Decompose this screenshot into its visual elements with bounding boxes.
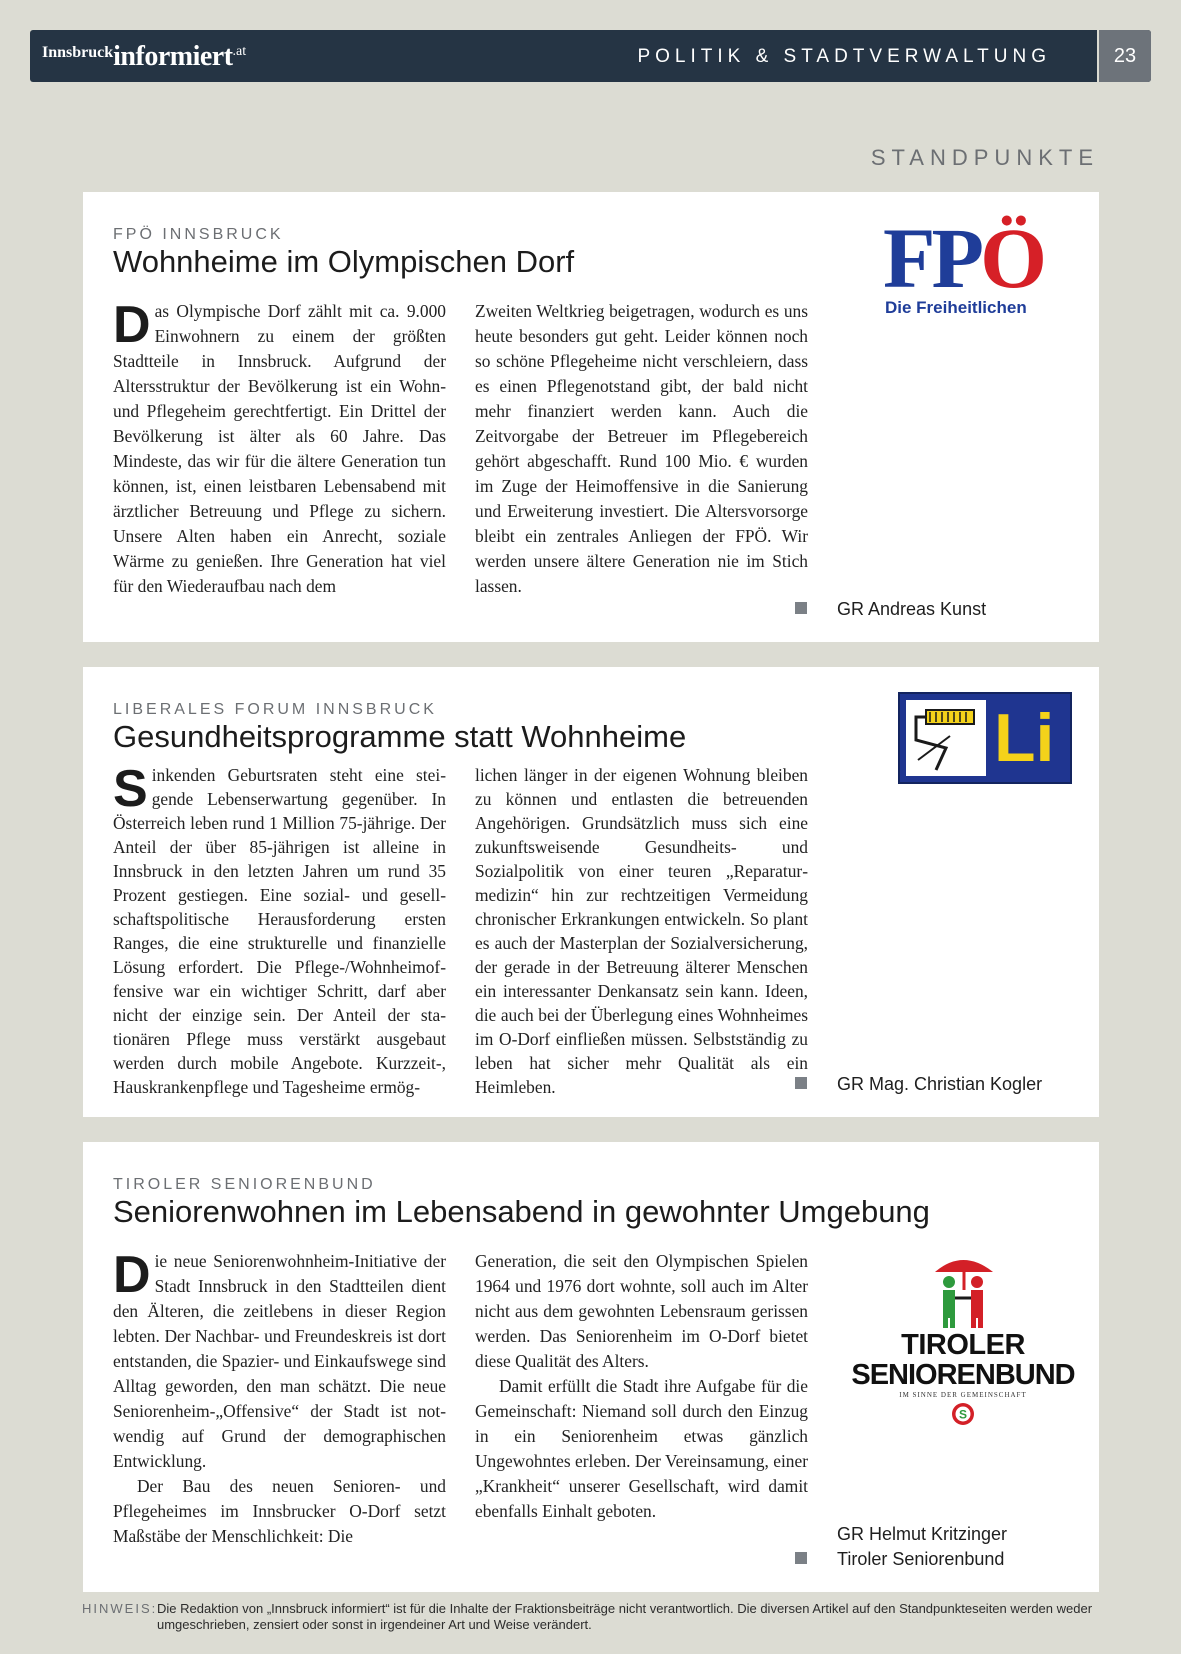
article-card-fpoe bbox=[83, 192, 1099, 642]
end-mark-icon bbox=[795, 1552, 807, 1564]
paragraph: Generation, die seit den Olympischen Spielen 1964 und 1976 dort wohnte, soll auch im Alter nicht aus dem gewohnten Lebensraum gerissen werden. Das Seniorenheim im O-Dorf bietet diese Qualität des Alters. bbox=[475, 1251, 808, 1371]
header-bar bbox=[30, 30, 1151, 82]
article-column-1 bbox=[113, 760, 446, 1099]
paragraph: as Olympische Dorf zählt mit ca. 9.000 Einwohnern zu einem der größten Stadtteile in Innsbruck. Aufgrund der Altersstruktur der Bevölkerung ist ein Wohn- und Pflegeheim gerechtfertigt. Ein Drittel der Bevölkerung ist älter als 60 Jahre. Das Mindeste, das wir für die ältere Generation tun können, ist, einen leistbaren Lebensabend mit ärztlicher Betreuung und Pflege zu sichern. Unsere Alten haben ein Anrecht, soziale Wärme zu genießen. Ihre Generation hat viel für den Wiederaufbau nach dem bbox=[113, 301, 446, 596]
umbrella-figures-icon bbox=[843, 1250, 1083, 1330]
paragraph: Damit erfüllt die Stadt ihre Aufgabe für die Gemeinschaft: Niemand soll durch den Einzug in ein Seniorenheim etwas gänzlich Ungewohntes erleben. Der Vereinsamung, einer „Krankheit“ unserer Gesellschaft, wird damit ebenfalls Einhalt geboten. bbox=[475, 1376, 808, 1521]
s-badge-icon bbox=[951, 1402, 975, 1426]
article-column-1 bbox=[113, 1246, 446, 1549]
article-column-2 bbox=[475, 299, 808, 599]
article-column-2 bbox=[475, 763, 808, 1099]
logo-text: Li bbox=[994, 700, 1055, 776]
paragraph: lichen länger in der eigenen Wohnung bleiben zu können und entlasten die betreuenden Angehörigen. Grundsätzlich muss sich eine zukunftsweisende Gesundheits- und Sozialpolitik von einer teuren „Reparaturmedizin“ hin zur rechtzeitigen Vermeidung chronischer Erkrankungen entwickeln. So plant es auch der Masterplan der Sozialversicherung, der gerade in der Betreuung älterer Menschen ein interessanter Denkansatz sein kann. Ideen, die auch bei der Überlegung eines Wohnheimes im O-Dorf einfließen müssen. Selbstständig zu leben hat sicher mehr Qualität als ein Heimleben. bbox=[475, 765, 808, 1097]
author-line: Tiroler Seniorenbund bbox=[837, 1549, 1005, 1569]
author bbox=[837, 1522, 1007, 1572]
brand-logo[interactable] bbox=[42, 41, 246, 73]
svg-text:S: S bbox=[958, 1407, 968, 1422]
liberales-forum-logo bbox=[898, 692, 1072, 784]
logo-line-2: SENIORENBUND bbox=[851, 1359, 1075, 1391]
drop-cap: D bbox=[113, 1246, 151, 1304]
drop-cap: D bbox=[113, 296, 151, 354]
seniorenbund-logo bbox=[843, 1250, 1083, 1425]
author bbox=[837, 1072, 1042, 1097]
fpoe-logo bbox=[883, 210, 1083, 322]
footer-text: Die Redaktion von „Innsbruck informiert“ ist für die Inhalte der Fraktionsbeiträge nicht verantwortlich. Die diversen Artikel auf den Standpunkteseiten werden weder umgeschrieben, zensiert oder sonst in irgendeiner Art und Weise verändert. bbox=[157, 1601, 1093, 1632]
section-title: POLITIK & STADTVERWALTUNG bbox=[637, 46, 1051, 67]
roller-icon bbox=[906, 700, 986, 776]
article-card-liberales-forum bbox=[83, 667, 1099, 1117]
paragraph: inkenden Geburtsraten steht eine steigende Lebenserwartung gegenüber. In Österreich leben rund 1 Million 75-jährige. Der Anteil der über 85-jährigen ist alleine in Innsbruck in den letzten Jahren um rund 35 Prozent gestiegen. Eine sozial- und gesellschaftspolitische Herausforderung ersten Ranges, die eine strukturelle und finanzielle Lösung erfordert. Die Pflege-/Wohnheimoffensive war ein wichtiger Schritt, darf aber nicht der einzige sein. Der Anteil der stationären Pflege muss verstärkt ausgebaut werden durch mobile Angebote. Kurzzeit-, Hauskrankenpflege und Tagesheime ermög- bbox=[113, 765, 446, 1097]
end-mark-icon bbox=[795, 602, 807, 614]
party-name: TIROLER SENIORENBUND bbox=[113, 1176, 376, 1193]
article-column-1 bbox=[113, 296, 446, 599]
paragraph: Zweiten Weltkrieg beigetragen, wodurch es uns heute besonders gut geht. Leider können noch so schöne Pflegeheime nicht verschleiern, dass es einen Pflegenotstand gibt, der bald nicht mehr finanziert werden kann. Auch die Zeitvorgabe der Betreuer im Pflegebereich gehört abgeschafft. Rund 100 Mio. € wurden im Zuge der Heimoffensive in die Sanierung und Erweiterung investiert. Die Altersvorsorge bleibt ein zentrales Anliegen der FPÖ. Wir werden unsere ältere Generation nie im Stich lassen. bbox=[475, 301, 808, 596]
brand-big-text: informiert bbox=[113, 41, 233, 72]
author bbox=[837, 597, 986, 622]
drop-cap: S bbox=[113, 760, 148, 818]
paragraph: Der Bau des neuen Senioren- und Pflegeheimes im Innsbrucker O-Dorf setzt Maßstäbe der Menschlichkeit: Die bbox=[113, 1476, 446, 1546]
article-headline: Gesundheitsprogramme statt Wohnheime bbox=[113, 719, 687, 754]
party-name: LIBERALES FORUM INNSBRUCK bbox=[113, 701, 437, 718]
page-title: STANDPUNKTE bbox=[870, 145, 1099, 170]
brand-small-text: Innsbruck bbox=[42, 44, 114, 61]
article-card-tiroler-seniorenbund bbox=[83, 1142, 1099, 1592]
logo-line-1: TIROLER bbox=[901, 1329, 1025, 1361]
fpoe-logo-sub: Die Freiheitlichen bbox=[885, 298, 1027, 317]
author-line: GR Helmut Kritzinger bbox=[837, 1524, 1008, 1544]
footer-label: HINWEIS: bbox=[82, 1601, 158, 1616]
paragraph: ie neue Seniorenwohnheim-Initiative der Stadt Innsbruck in den Stadtteilen dient den Älteren, die zeitlebens in dieser Region lebten. Der Nachbar- und Freundeskreis ist dort entstanden, die Spazier- und Einkaufswege sind Alltag geworden, den man schätzt. Die neue Seniorenheim-„Offensive“ der Stadt ist notwendig auf Grund der demographischen Entwicklung. bbox=[113, 1251, 446, 1471]
article-headline: Seniorenwohnen im Lebensabend in gewohnter Umgebung bbox=[113, 1194, 930, 1229]
end-mark-icon bbox=[795, 1077, 807, 1089]
logo-tagline: IM SINNE DER GEMEINSCHAFT bbox=[899, 1391, 1027, 1399]
fpoe-logo-mark: FPÖ bbox=[883, 210, 1043, 306]
article-column-2 bbox=[475, 1249, 808, 1524]
page-number: 23 bbox=[1097, 30, 1151, 82]
party-name: FPÖ INNSBRUCK bbox=[113, 226, 284, 243]
author-line: GR Mag. Christian Kogler bbox=[837, 1074, 1043, 1094]
brand-suffix: .at bbox=[232, 44, 247, 59]
article-headline: Wohnheime im Olympischen Dorf bbox=[113, 244, 575, 279]
author-line: GR Andreas Kunst bbox=[837, 599, 987, 619]
